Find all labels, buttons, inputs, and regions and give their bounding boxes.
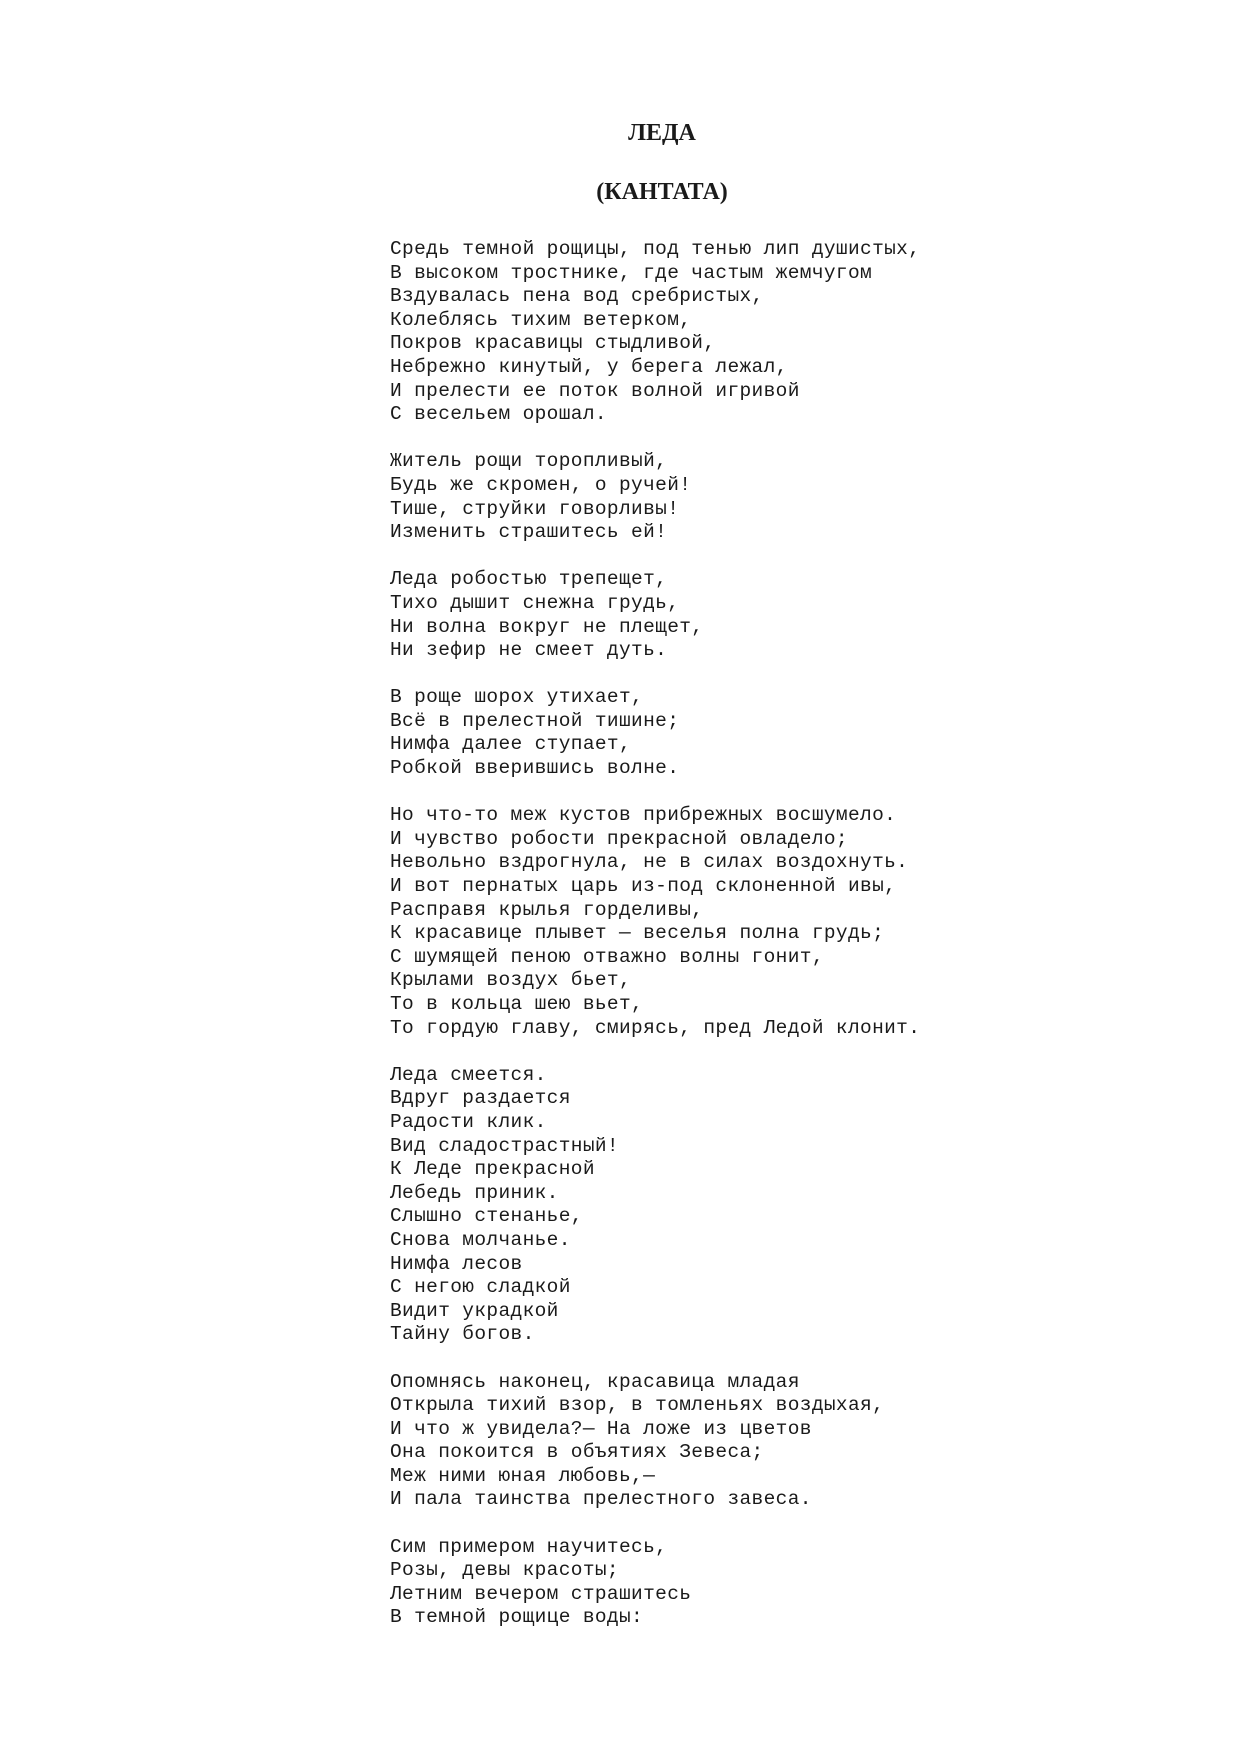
poem-line: Будь же скромен, о ручей!: [390, 473, 692, 496]
poem-line: И чувство робости прекрасной овладело;: [390, 827, 848, 850]
poem-line: С негою сладкой: [390, 1276, 571, 1299]
poem-line: К Леде прекрасной: [390, 1158, 595, 1181]
poem-line: Слышно стенанье,: [390, 1205, 583, 1228]
poem-subtitle: (КАНТАТА): [596, 179, 728, 205]
poem-line: Лебедь приник.: [390, 1181, 559, 1204]
poem-body: [390, 238, 920, 1654]
stanza-8: [390, 1536, 920, 1630]
poem-line: Она покоится в объятиях Зевеса;: [390, 1441, 764, 1464]
poem-line: В темной рощице воды:: [390, 1606, 644, 1629]
poem-line: Всё в прелестной тишине;: [390, 709, 680, 732]
poem-line: И вот пернатых царь из-под склоненной ивы,: [390, 875, 897, 898]
poem-line: Ни зефир не смеет дуть.: [390, 639, 668, 662]
poem-line: Но что-то меж кустов прибрежных восшумело.: [390, 804, 897, 827]
poem-line: К красавице плывет — веселья полна грудь;: [390, 922, 885, 945]
poem-line: Леда робостью трепещет,: [390, 568, 668, 591]
poem-line: И прелести ее поток волной игривой: [390, 379, 800, 402]
poem-line: В высоком тростнике, где частым жемчугом: [390, 261, 873, 284]
poem-line: И что ж увидела?— На ложе из цветов: [390, 1417, 812, 1440]
poem-line: Тише, струйки говорливы!: [390, 497, 680, 520]
stanza-4: [390, 686, 920, 780]
poem-line: Вдруг раздается: [390, 1087, 571, 1110]
stanza-5: [390, 804, 920, 1040]
poem-line: Меж ними юная любовь,—: [390, 1464, 656, 1487]
stanza-7: [390, 1371, 920, 1513]
poem-line: Колеблясь тихим ветерком,: [390, 308, 692, 331]
poem-line: Снова молчанье.: [390, 1228, 571, 1251]
poem-line: С шумящей пеною отважно волны гонит,: [390, 945, 824, 968]
poem-line: Вид сладострастный!: [390, 1134, 619, 1157]
poem-line: Тайну богов.: [390, 1323, 535, 1346]
poem-line: С весельем орошал.: [390, 403, 607, 426]
poem-line: Открыла тихий взор, в томленьях воздыхая,: [390, 1394, 885, 1417]
poem-line: Изменить страшитесь ей!: [390, 521, 668, 544]
stanza-3: [390, 568, 920, 662]
poem-line: Средь темной рощицы, под тенью лип душистых,: [390, 238, 921, 260]
poem-line: В роще шорох утихает,: [390, 686, 644, 709]
poem-line: Тихо дышит снежна грудь,: [390, 591, 680, 614]
poem-line: Видит украдкой: [390, 1299, 559, 1322]
poem-line: Радости клик.: [390, 1110, 547, 1133]
poem-line: Сим примером научитесь,: [390, 1535, 668, 1558]
poem-line: Крылами воздух бьет,: [390, 969, 632, 992]
poem-line: Покров красавицы стыдливой,: [390, 332, 716, 355]
poem-line: Розы, девы красоты;: [390, 1559, 619, 1582]
poem-title: ЛЕДА: [628, 120, 696, 146]
poem-line: Летним вечером страшитесь: [390, 1582, 692, 1605]
poem-line: Нимфа лесов: [390, 1252, 523, 1275]
stanza-6: [390, 1064, 920, 1347]
stanza-1: [390, 238, 920, 427]
poem-line: Вздувалась пена вод сребристых,: [390, 285, 764, 308]
poem-line: Опомнясь наконец, красавица младая: [390, 1370, 800, 1393]
poem-line: Робкой вверившись волне.: [390, 757, 680, 780]
poem-line: Леда смеется.: [390, 1063, 547, 1086]
poem-line: То в кольца шею вьет,: [390, 993, 644, 1015]
poem-line: То гордую главу, смирясь, пред Ледой клонит.: [390, 1016, 921, 1039]
poem-line: Небрежно кинутый, у берега лежал,: [390, 355, 788, 378]
poem-line: Нимфа далее ступает,: [390, 733, 632, 756]
poem-line: И пала таинства прелестного завеса.: [390, 1488, 812, 1511]
stanza-2: [390, 450, 920, 544]
poem-line: Житель рощи торопливый,: [390, 450, 668, 473]
poem-line: Ни волна вокруг не плещет,: [390, 615, 704, 638]
poem-line: Невольно вздрогнула, не в силах воздохнуть.: [390, 851, 909, 874]
poem-line: Расправя крылья горделивы,: [390, 898, 704, 921]
